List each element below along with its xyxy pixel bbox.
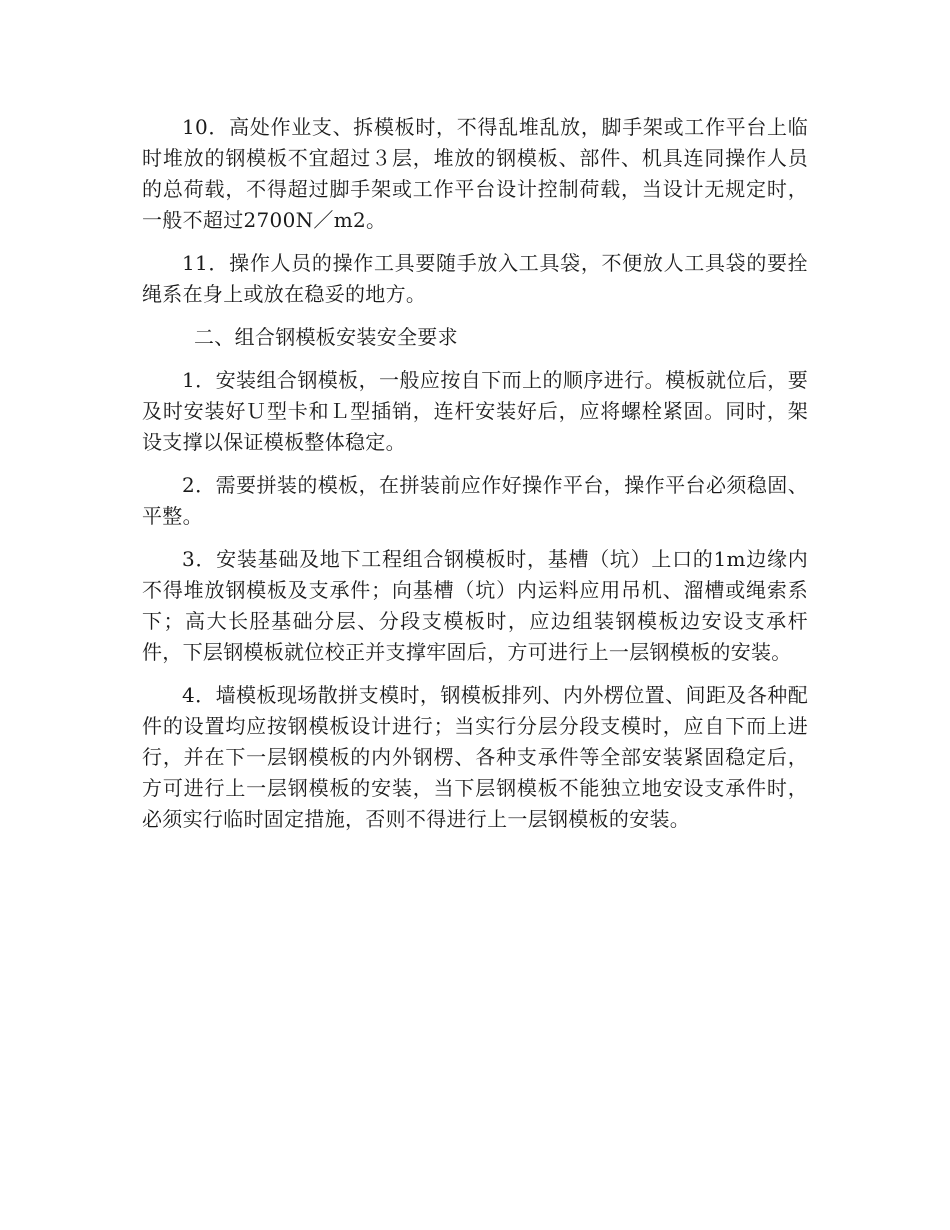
section-paragraph-1: 1．安装组合钢模板，一般应按自下而上的顺序进行。模板就位后，要及时安装好Ｕ型卡和Ｌ型插销，连杆安装好后，应将螺栓紧固。同时，架设支撑以保证模板整体稳定。 <box>142 368 808 454</box>
section-paragraph-3: 3．安装基础及地下工程组合钢模板时，基槽（坑）上口的1m边缘内不得堆放钢模板及支承件；向基槽（坑）内运料应用吊机、溜槽或绳索系下；高大长胫基础分层、分段支模板时，应边组装钢模板边安设支承杆件，下层钢模板就位校正并支撑牢固后，方可进行上一层钢模板的安装。 <box>142 547 808 664</box>
section-paragraph-4: 4．墙模板现场散拼支模时，钢模板排列、内外楞位置、间距及各种配件的设置均应按钢模板设计进行；当实行分层分段支模时，应自下而上进行，并在下一层钢模板的内外钢楞、各种支承件等全部安装紧固稳定后，方可进行上一层钢模板的安装，当下层钢模板不能独立地安设支承件时，必须实行临时固定措施，否则不得进行上一层钢模板的安装。 <box>142 683 808 831</box>
document-page <box>142 112 808 847</box>
paragraph-11: 11．操作人员的操作工具要随手放入工具袋，不便放人工具袋的要拴绳系在身上或放在稳妥的地方。 <box>142 251 808 306</box>
section-paragraph-2: 2．需要拼装的模板，在拼装前应作好操作平台，操作平台必须稳固、平整。 <box>142 473 808 528</box>
section-heading: 二、组合钢模板安装安全要求 <box>194 325 458 349</box>
paragraph-10: 10．高处作业支、拆模板时，不得乱堆乱放，脚手架或工作平台上临时堆放的钢模板不宜超过３层，堆放的钢模板、部件、机具连同操作人员的总荷载，不得超过脚手架或工作平台设计控制荷载，当设计无规定时，一般不超过2700N／m2。 <box>142 115 808 232</box>
